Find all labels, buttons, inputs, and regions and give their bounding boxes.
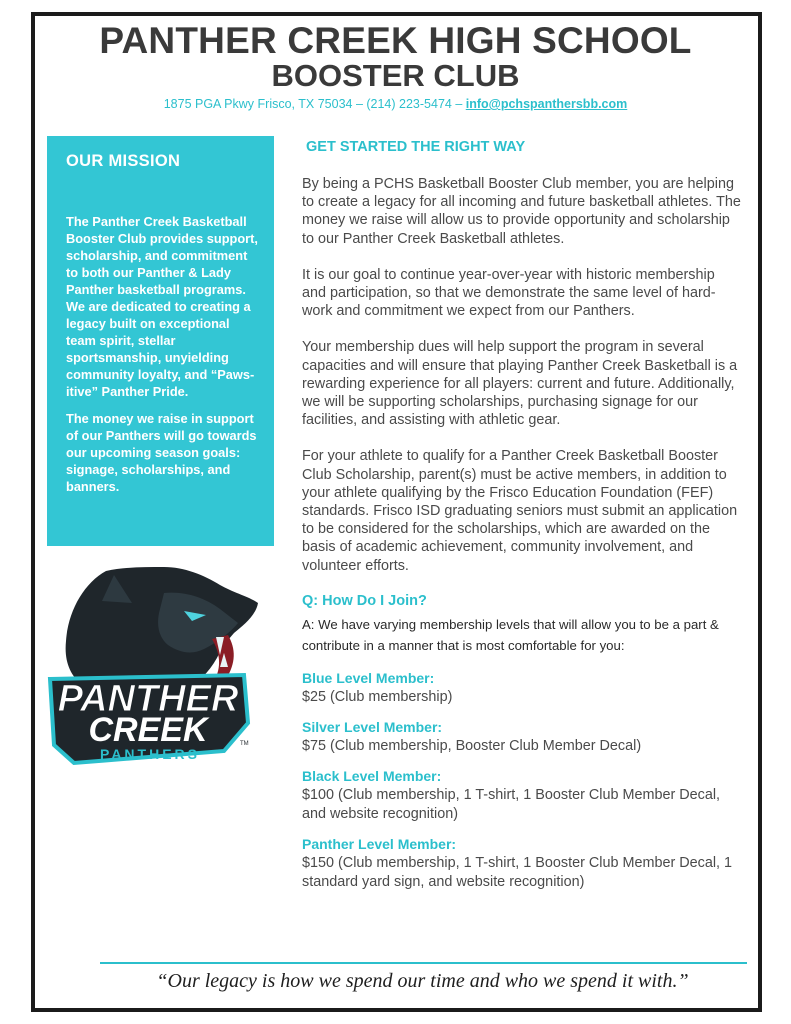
logo-word-creek: CREEK <box>88 711 208 749</box>
join-answer: A: We have varying membership levels that will allow you to be a part & contribute in a manner that is most comfortable for you: <box>302 616 719 653</box>
membership-level-panther <box>302 835 742 892</box>
main-heading: GET STARTED THE RIGHT WAY <box>306 139 526 155</box>
membership-level-blue <box>302 669 742 707</box>
level-description: $100 (Club membership, 1 T-shirt, 1 Booster Club Member Decal, and website recognition) <box>302 786 721 822</box>
membership-level-silver <box>302 718 742 756</box>
contact-line <box>0 96 791 112</box>
school-title: PANTHER CREEK HIGH SCHOOL <box>99 20 692 61</box>
mission-box <box>47 136 274 546</box>
footer-quote: “Our legacy is how we spend our time and who we spend it with.” <box>156 970 689 992</box>
logo-word-panther: PANTHER <box>57 678 239 720</box>
footer-divider <box>100 962 747 964</box>
level-description: $75 (Club membership, Booster Club Member Decal) <box>302 737 642 754</box>
intro-paragraph: By being a PCHS Basketball Booster Club member, you are helping to create a legacy for all incoming and future basketball athletes. The money we raise will allow us to provide opportunity and scholarship to our Panther Creek Basketball athletes. <box>302 176 741 247</box>
join-question: Q: How Do I Join? <box>302 592 427 609</box>
logo-word-panthers: PANTHERS <box>100 746 200 762</box>
mission-paragraph-2: The money we raise in support of our Panthers will go towards our upcoming season goals: signage, scholarships, and banners. <box>66 411 257 494</box>
club-title: BOOSTER CLUB <box>271 58 520 93</box>
level-name: Black Level Member: <box>302 767 442 784</box>
level-name: Panther Level Member: <box>302 835 457 852</box>
membership-level-black <box>302 767 742 824</box>
level-name: Silver Level Member: <box>302 718 443 735</box>
level-description: $25 (Club membership) <box>302 688 453 705</box>
scholarship-paragraph: For your athlete to qualify for a Panther Creek Basketball Booster Club Scholarship, parent(s) must be active members, in addition to your athlete qualifying by the Frisco Education Foundation (FEF) standards. Frisco ISD graduating seniors must submit an application to be considered for the scholarships, which are awarded on the basis of academic achievement, community involvement, and volunteer efforts. <box>302 448 738 574</box>
dues-paragraph: Your membership dues will help support the program in several capacities and will ensure that playing Panther Creek Basketball is a rewarding experience for all players: current and future. Additionally, we will be supporting scholarships, purchasing signage for our facilities, and assisting with athletic gear. <box>302 339 738 429</box>
logo-trademark: TM <box>240 741 249 747</box>
mission-paragraph-1: The Panther Creek Basketball Booster Club provides support, scholarship, and commitment to both our Panther & Lady Panther basketball programs. We are dedicated to creating a legacy built on exceptional team spirit, stellar sportsmanship, unyielding community loyalty, and “Paws-itive” Panther Pride. <box>66 214 258 399</box>
level-name: Blue Level Member: <box>302 669 435 686</box>
main-column <box>302 139 742 903</box>
level-description: $150 (Club membership, 1 T-shirt, 1 Booster Club Member Decal, 1 standard yard sign, and website recognition) <box>302 854 733 890</box>
mission-heading: OUR MISSION <box>66 152 181 170</box>
email-link[interactable]: info@pchspanthersbb.com <box>465 97 628 111</box>
goal-paragraph: It is our goal to continue year-over-year with historic membership and participation, so that we demonstrate the same level of hard-work and commitment we expect from our Panthers. <box>302 266 716 320</box>
panther-creek-logo <box>44 563 269 778</box>
address-phone: 1875 PGA Pkwy Frisco, TX 75034 – (214) 223-5474 – <box>163 97 466 111</box>
